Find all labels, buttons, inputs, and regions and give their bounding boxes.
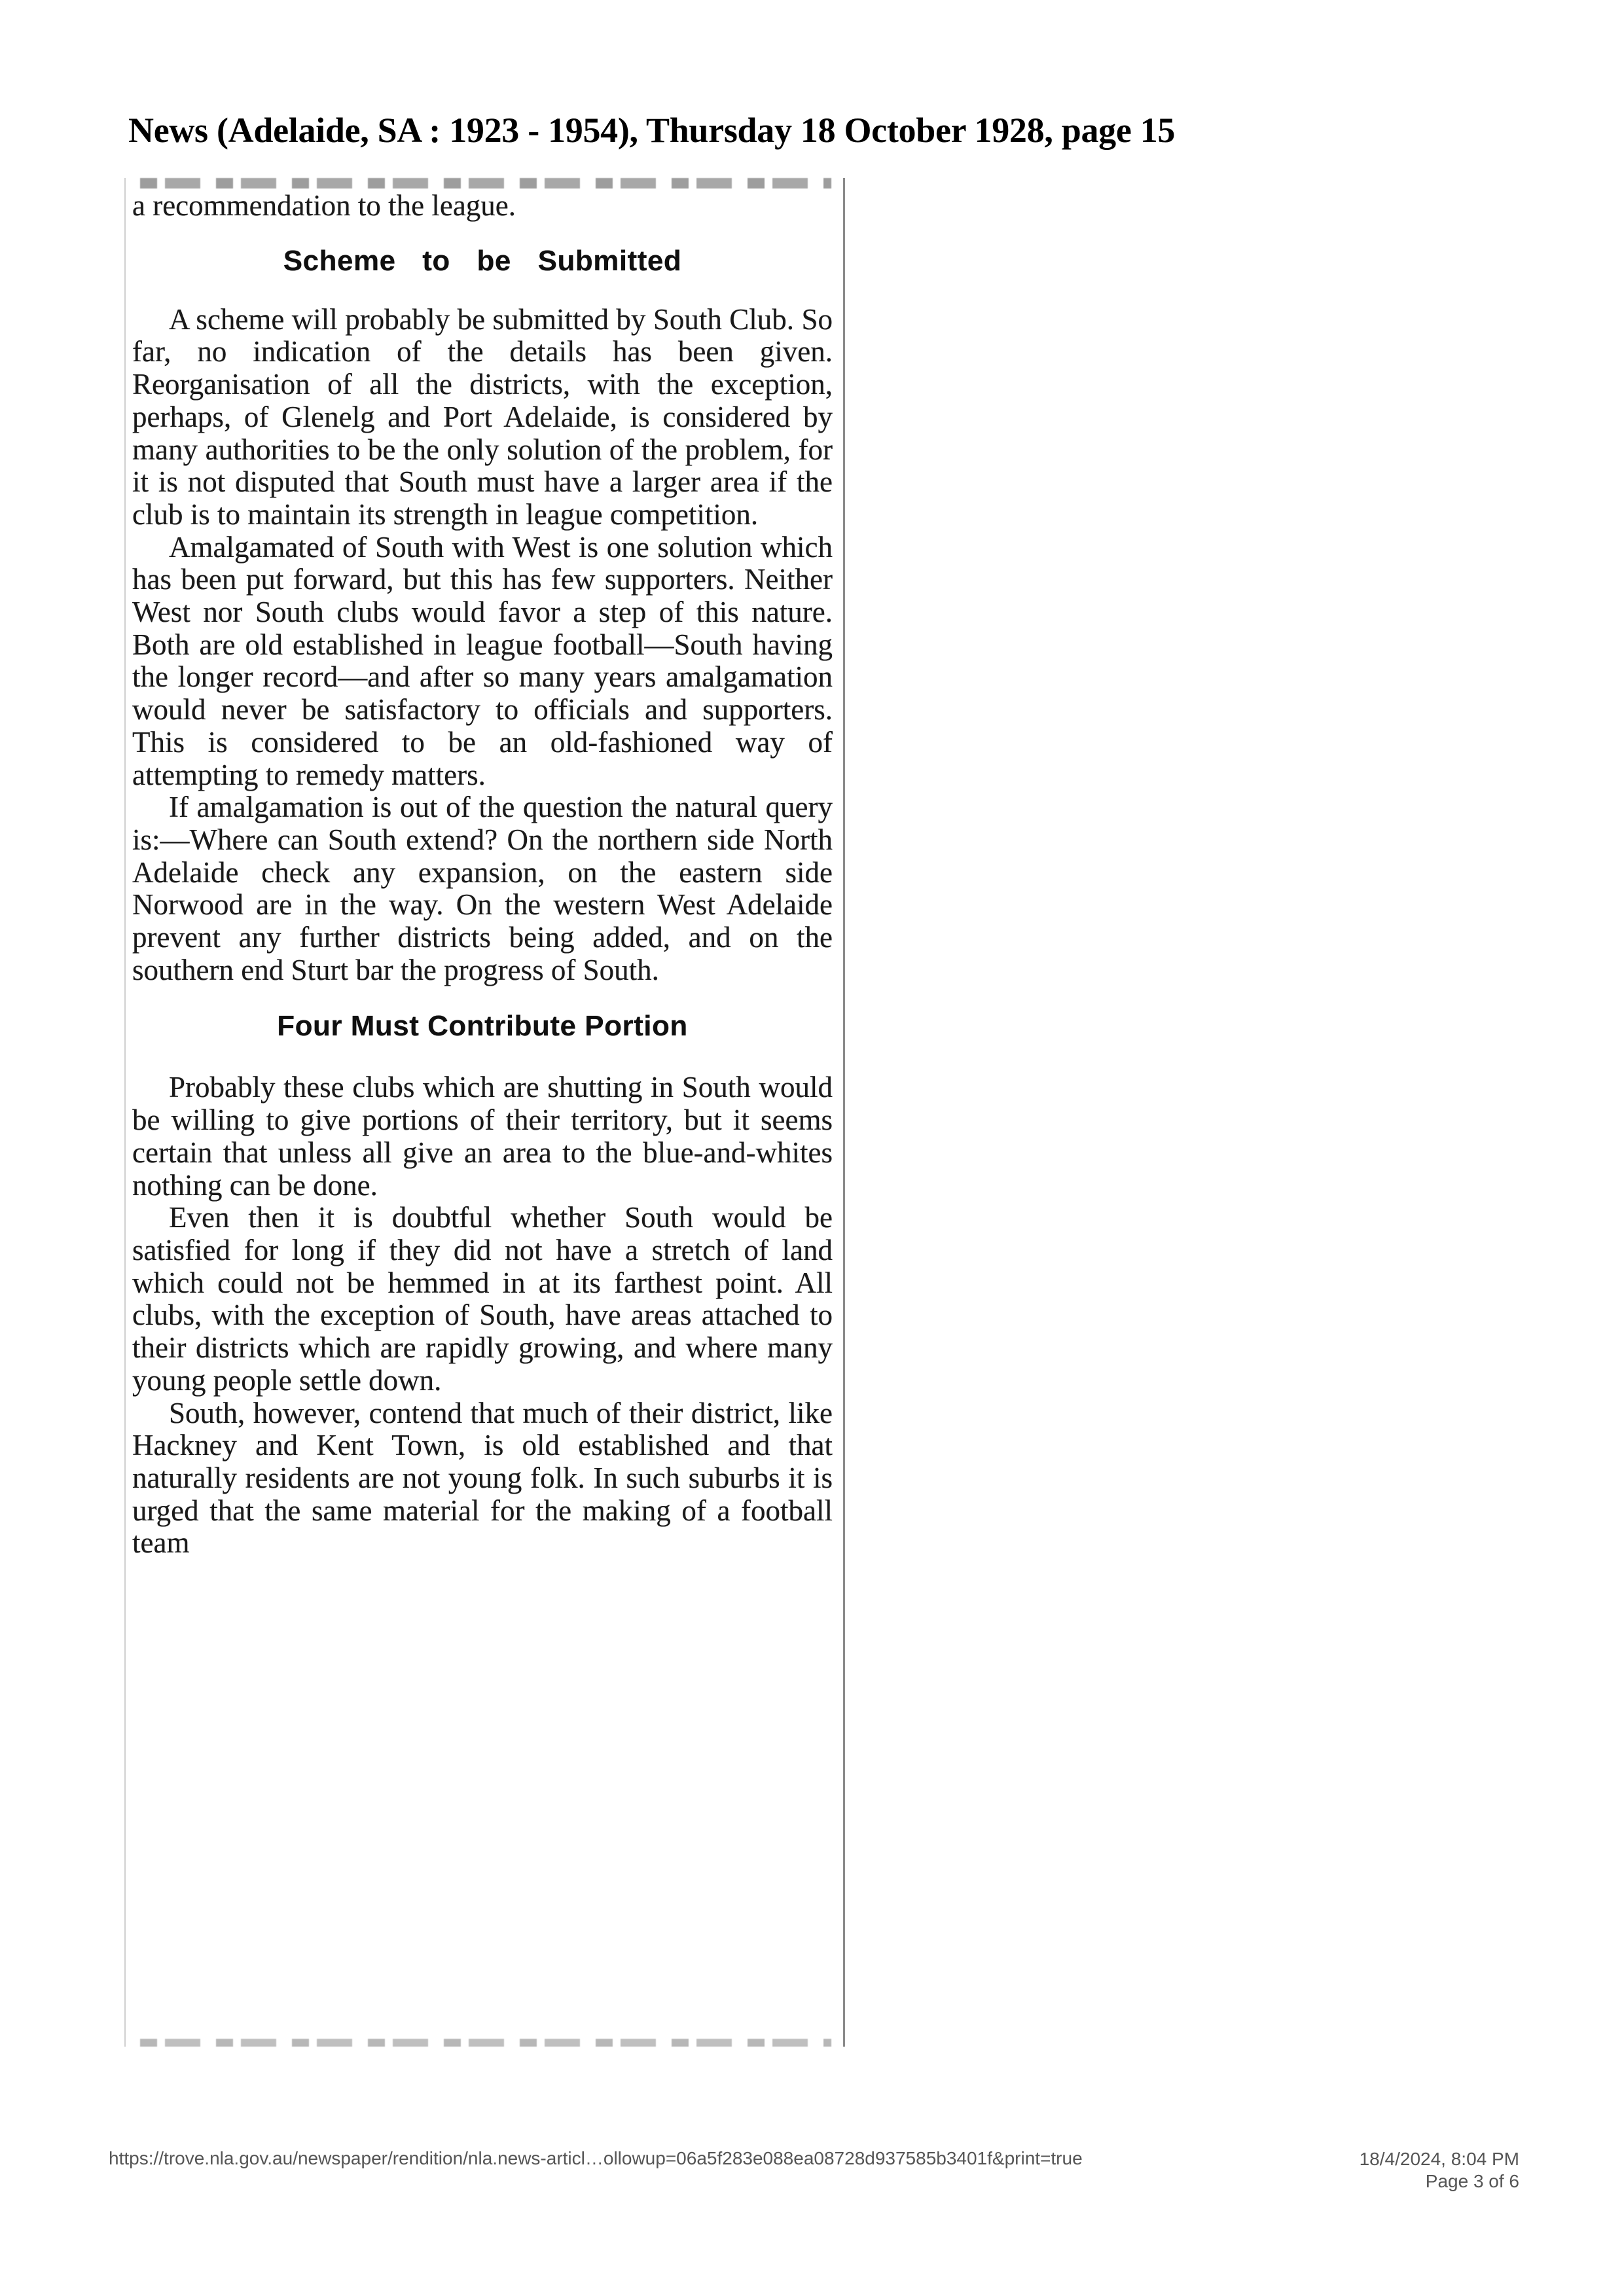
article-paragraph: If amalgamation is out of the question the natural query is:—Where can South extend? On the northern side North Adelaide check any expansion, on the eastern side Norwood are in the way. On the western West Adelaide prevent any further districts being added, and on the southern end Sturt bar the progress of South. (132, 791, 833, 986)
article-paragraph: A scheme will probably be submitted by South Club. So far, no indication of the details has been given. Reorganisation of all the districts, with the exception, perhaps, of Glenelg and Port Adelaide, is considered by many authorities to be the only solution of the problem, for it is not disputed that South must have a larger area if the club is to maintain its strength in league competition. (132, 302, 833, 531)
article-column (132, 190, 833, 1560)
page-title: News (Adelaide, SA : 1923 - 1954), Thursday 18 October 1928, page 15 (128, 111, 1176, 150)
article-subhead-scheme: Scheme to be Submitted (283, 244, 682, 277)
clipping-top-cut-edge (140, 178, 831, 188)
article-paragraph: Even then it is doubtful whether South would be satisfied for long if they did not have a stretch of land which could not be hemmed in at its farthest point. All clubs, with the exception of South, have areas attached to their districts which are rapidly growing, and where many young people settle down. (132, 1201, 833, 1397)
newspaper-clipping (124, 178, 845, 2047)
clipping-bottom-cut-edge (140, 2039, 831, 2047)
article-lead-in: a recommendation to the league. (132, 189, 516, 222)
article-paragraph: South, however, contend that much of their district, like Hackney and Kent Town, is old established and that naturally residents are not young folk. In such suburbs it is urged that the same material for the making of a football team (132, 1396, 833, 1560)
footer-url: https://trove.nla.gov.au/newspaper/rendition/nla.news-articl…ollowup=06a5f283e088ea08728d937585b3401f&print=true (109, 2148, 1083, 2168)
article-paragraph: Amalgamated of South with West is one solution which has been put forward, but this has few supporters. Neither West nor South clubs would favor a step of this nature. Both are old established in league football—South having the longer record—and after so many years amalgamation would never be satisfactory to officials and supporters. This is considered to be an old-fashioned way of attempting to remedy matters. (132, 530, 833, 791)
footer-datetime: 18/4/2024, 8:04 PM (1359, 2149, 1519, 2169)
footer-page-number: Page 3 of 6 (1425, 2171, 1519, 2191)
article-paragraph: Probably these clubs which are shutting in South would be willing to give portions of their territory, but it seems certain that unless all give an area to the blue-and-whites nothing can be done. (132, 1071, 833, 1202)
footer-meta (1360, 2148, 1519, 2193)
article-subhead-four-must-contribute: Four Must Contribute Portion (277, 1010, 688, 1043)
